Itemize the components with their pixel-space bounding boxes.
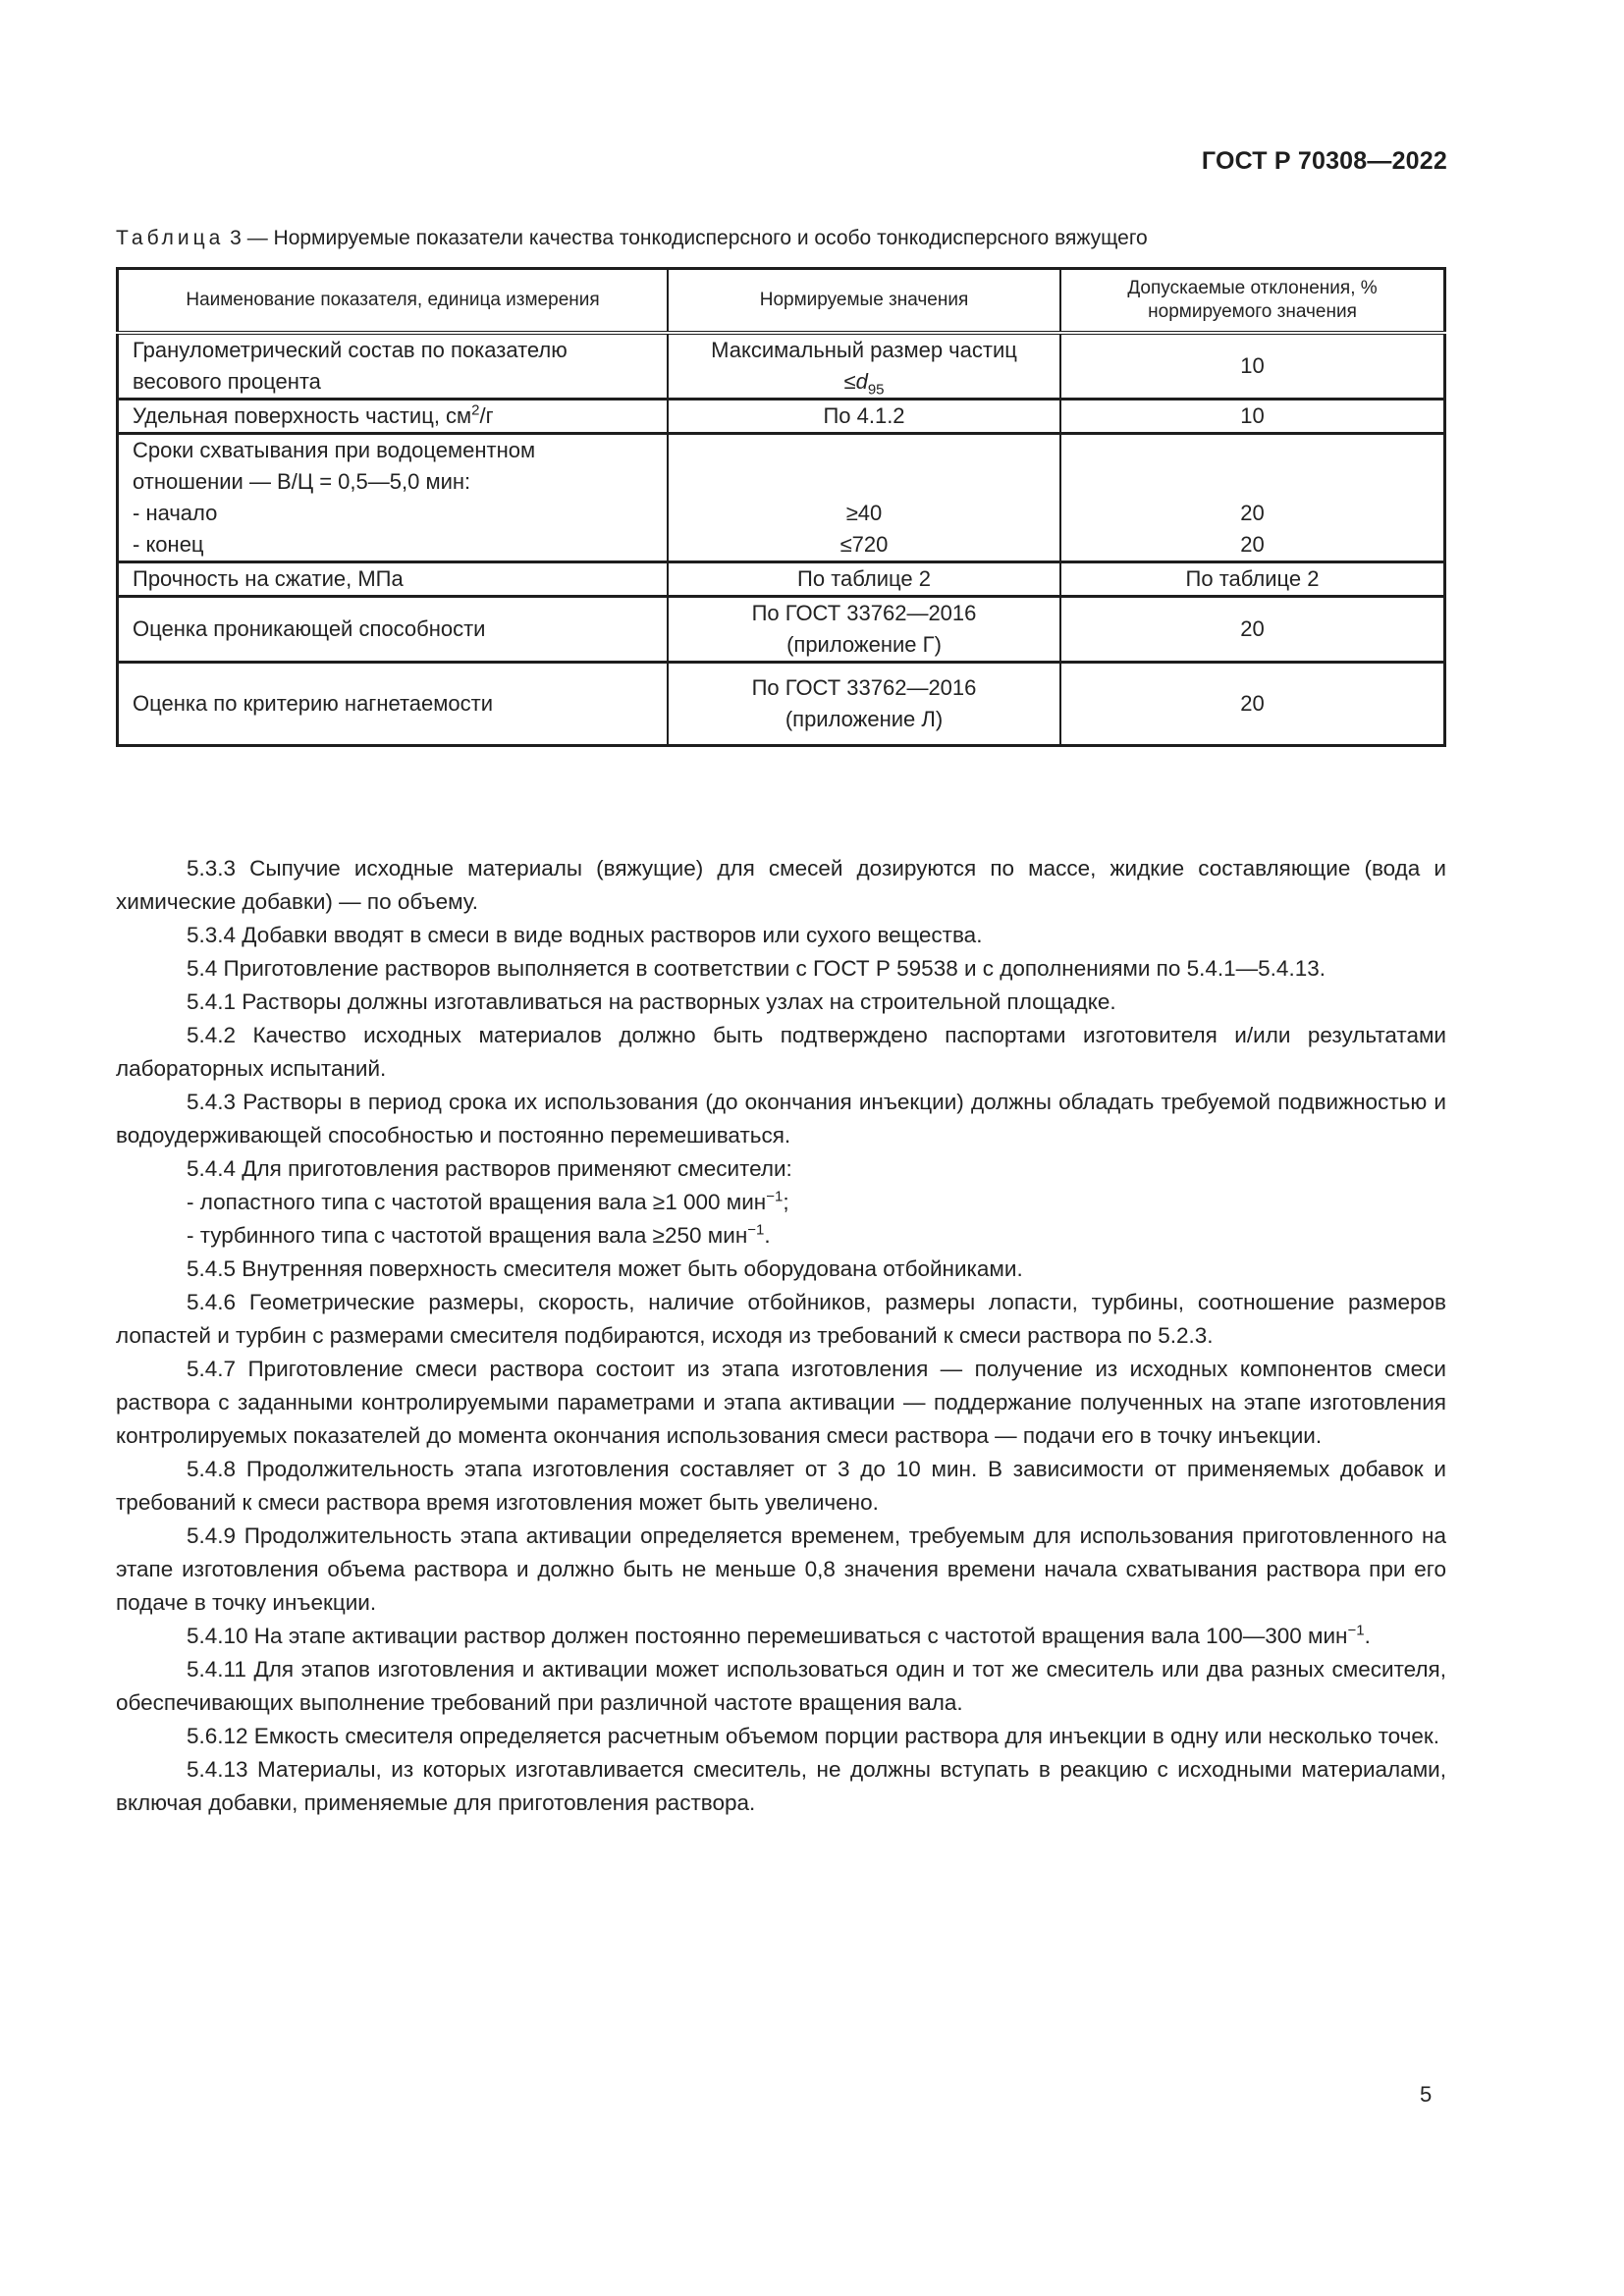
paragraph-5-4-4: 5.4.4 Для приготовления растворов применяют смесители: <box>187 1156 792 1181</box>
table-row <box>118 400 1445 434</box>
paragraph-5-4-10: 5.4.10 На этапе активации раствор должен постоянно перемешиваться с частотой вращения вала 100—300 мин$^{-1}$. <box>187 1622 1371 1648</box>
cell-name: Гранулометрический состав по показателю весового процента <box>118 333 669 400</box>
table-row <box>118 562 1445 597</box>
paragraph-5-4-13: 5.4.13 Материалы, из которых изготавливается смеситель, не должны вступать в реакцию с исходными материалами, включая добавки, применяемые для приготовления раствора. <box>116 1757 1446 1815</box>
cell-deviation: 20 <box>1060 663 1445 746</box>
table-caption-label: Таблица <box>116 227 225 249</box>
page-number: 5 <box>1420 2082 1433 2107</box>
cell-value: По 4.1.2 <box>668 400 1060 434</box>
list-item-turbine-mixer: - турбинного типа с частотой вращения вала ≥250 мин$^{-1}$. <box>187 1221 771 1248</box>
paragraph-5-4: 5.4 Приготовление растворов выполняется в соответствии с ГОСТ Р 59538 и с дополнениями по 5.4.1—5.4.13. <box>187 956 1326 981</box>
table-header-row <box>118 269 1445 334</box>
cell-deviation: 10 <box>1060 333 1445 400</box>
column-header-name: Наименование показателя, единица измерения <box>118 269 669 334</box>
table-row <box>118 333 1445 400</box>
cell-deviation: 20 <box>1060 597 1445 663</box>
paragraph-5-4-7: 5.4.7 Приготовление смеси раствора состоит из этапа изготовления — получение из исходных компонентов смеси раствора с заданными контролируемыми параметрами и этапа активации — поддержание полученных на этапе изготовления контролируемых показателей до момента окончания использования смеси раствора — подачи его в точку инъекции. <box>116 1357 1446 1448</box>
cell-value: По ГОСТ 33762—2016 (приложение Л) <box>668 663 1060 746</box>
paragraph-5-4-3: 5.4.3 Растворы в период срока их использования (до окончания инъекции) должны обладать требуемой подвижностью и водоудерживающей способностью и постоянно перемешиваться. <box>116 1090 1446 1148</box>
cell-name: Сроки схватывания при водоцементном отношении — В/Ц = 0,5—5,0 мин: - начало - конец <box>118 434 669 562</box>
column-header-value: Нормируемые значения <box>668 269 1060 334</box>
paragraph-5-3-4: 5.3.4 Добавки вводят в смеси в виде водных растворов или сухого вещества. <box>187 923 983 947</box>
cell-value: ≥40 ≤720 <box>668 434 1060 562</box>
cell-value: По ГОСТ 33762—2016 (приложение Г) <box>668 597 1060 663</box>
paragraph-5-6-12: 5.6.12 Емкость смесителя определяется расчетным объемом порции раствора для инъекции в одну или несколько точек. <box>187 1724 1440 1748</box>
document-code: ГОСТ Р 70308—2022 <box>1201 147 1447 175</box>
body-text <box>116 852 1446 1820</box>
paragraph-5-4-6: 5.4.6 Геометрические размеры, скорость, наличие отбойников, размеры лопасти, турбины, соотношение размеров лопастей и турбин с размерами смесителя подбираются, исходя из требований к смеси раствора по 5.2.3. <box>116 1290 1446 1348</box>
cell-deviation: 20 20 <box>1060 434 1445 562</box>
quality-indicators-table <box>116 267 1446 747</box>
cell-name: Оценка проникающей способности <box>118 597 669 663</box>
cell-value: По таблице 2 <box>668 562 1060 597</box>
table-caption-text: 3 — Нормируемые показатели качества тонкодисперсного и особо тонкодисперсного вяжущего <box>224 227 1148 249</box>
paragraph-5-3-3: 5.3.3 Сыпучие исходные материалы (вяжущие) для смесей дозируются по массе, жидкие составляющие (вода и химические добавки) — по объему. <box>116 856 1446 914</box>
paragraph-5-4-8: 5.4.8 Продолжительность этапа изготовления составляет от 3 до 10 мин. В зависимости от применяемых добавок и требований к смеси раствора время изготовления может быть увеличено. <box>116 1457 1446 1515</box>
cell-value: Максимальный размер частиц $\le d_{95}$ <box>668 333 1060 400</box>
paragraph-5-4-9: 5.4.9 Продолжительность этапа активации определяется временем, требуемым для использования приготовленного на этапе изготовления объема раствора и должно быть не меньше 0,8 значения времени начала схватывания раствора при его подаче в точку инъекции. <box>116 1523 1446 1615</box>
list-item-paddle-mixer: - лопастного типа с частотой вращения вала ≥1 000 мин$^{-1}$; <box>187 1188 789 1214</box>
paragraph-5-4-2: 5.4.2 Качество исходных материалов должно быть подтверждено паспортами изготовителя и/или результатами лабораторных испытаний. <box>116 1023 1446 1081</box>
cell-name: Удельная поверхность частиц, $см^2/г$ <box>118 400 669 434</box>
paragraph-5-4-11: 5.4.11 Для этапов изготовления и активации может использоваться один и тот же смеситель или два разных смесителя, обеспечивающих выполнение требований при различной частоте вращения вала. <box>116 1657 1446 1715</box>
table-row <box>118 434 1445 562</box>
cell-deviation: По таблице 2 <box>1060 562 1445 597</box>
cell-name: Оценка по критерию нагнетаемости <box>118 663 669 746</box>
paragraph-5-4-5: 5.4.5 Внутренняя поверхность смесителя может быть оборудована отбойниками. <box>187 1256 1023 1281</box>
paragraph-5-4-1: 5.4.1 Растворы должны изготавливаться на растворных узлах на строительной площадке. <box>187 989 1116 1014</box>
cell-deviation: 10 <box>1060 400 1445 434</box>
cell-name: Прочность на сжатие, МПа <box>118 562 669 597</box>
table-caption <box>116 227 1148 250</box>
table-row <box>118 597 1445 663</box>
table-row <box>118 663 1445 746</box>
column-header-deviation: Допускаемые отклонения, % нормируемого значения <box>1060 269 1445 334</box>
